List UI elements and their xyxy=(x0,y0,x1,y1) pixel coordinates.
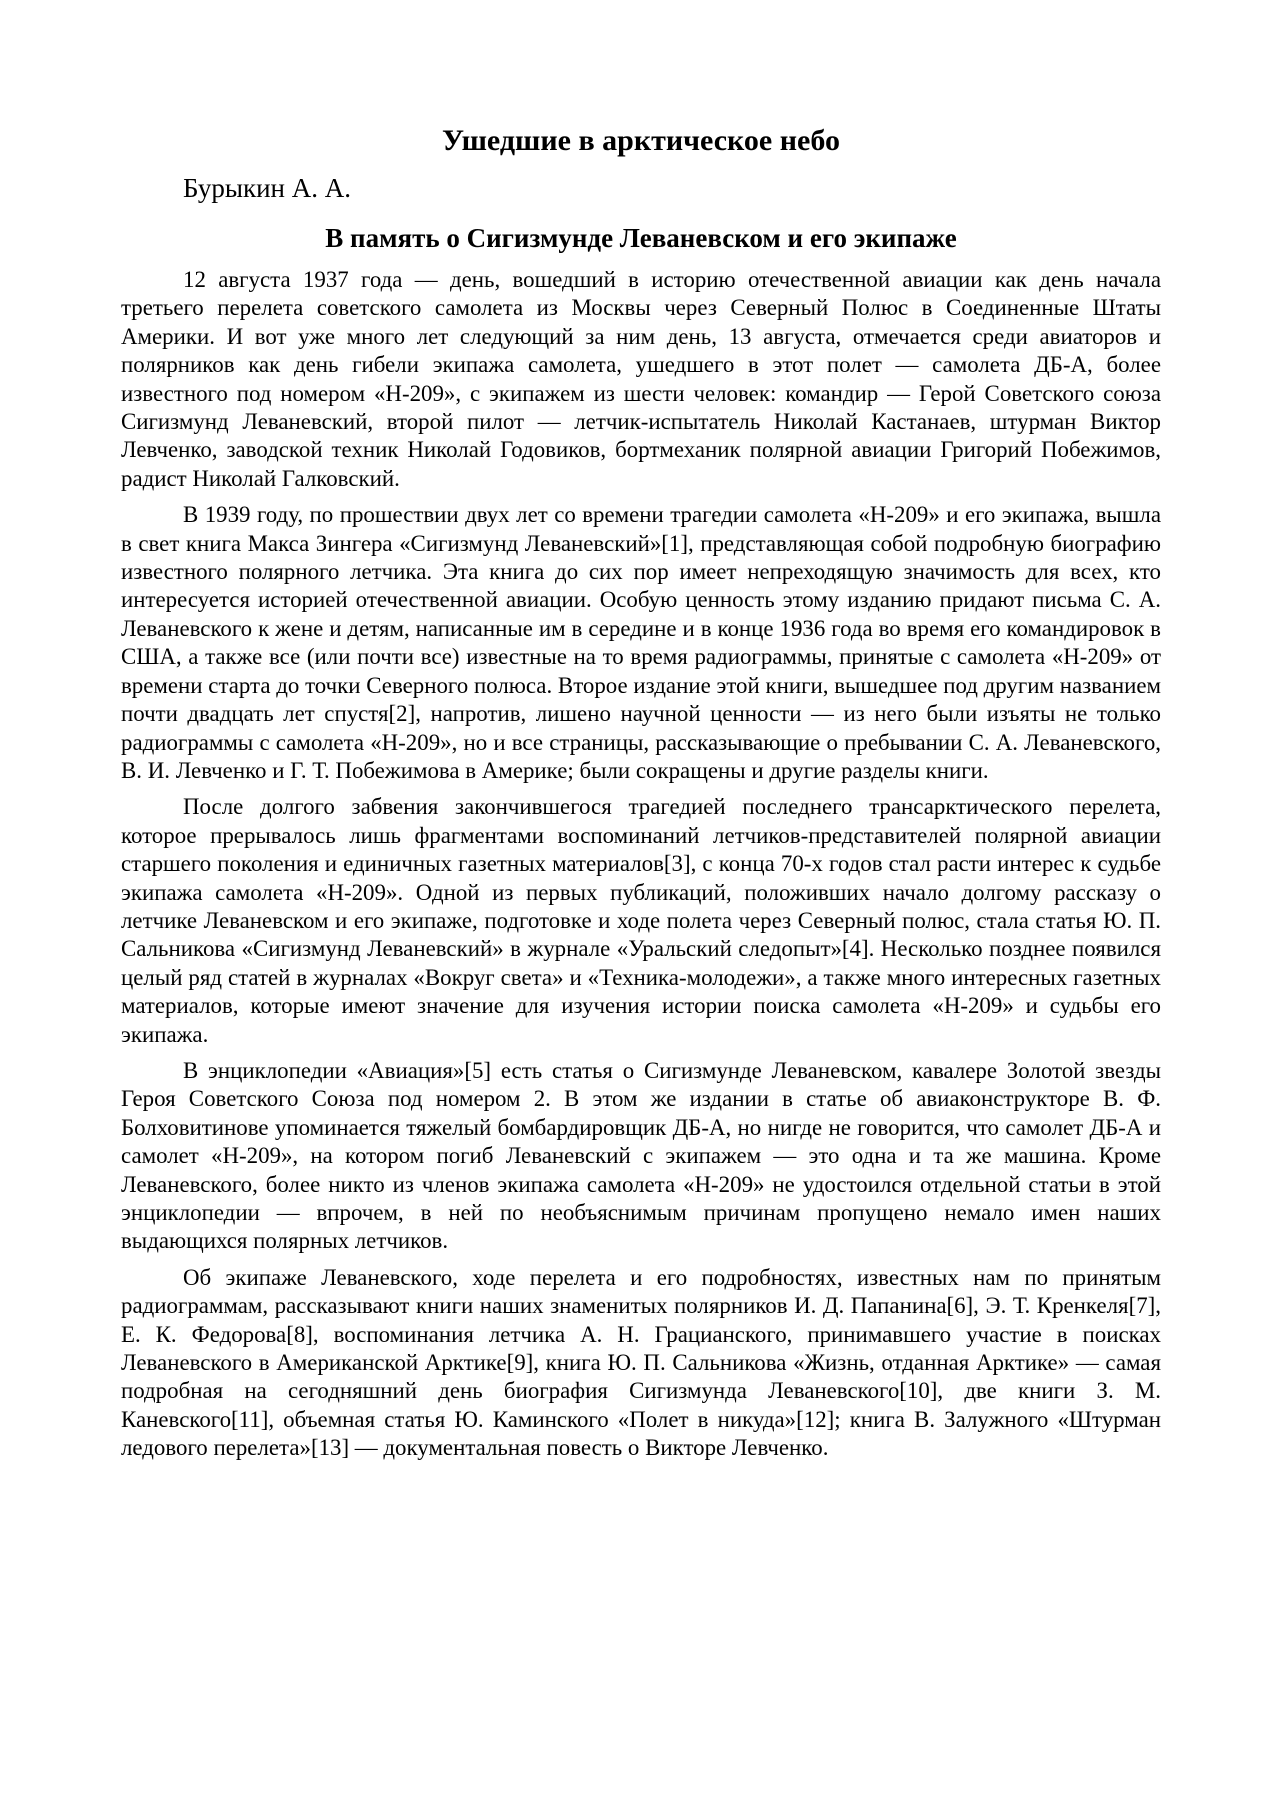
paragraph-4: В энциклопедии «Авиация»[5] есть статья о Сигизмунде Леваневском, кавалере Золотой звезды Героя Советского Союза под номером 2. В этом же издании в статье об авиаконструкторе В. Ф. Болховитинове упоминается тяжелый бомбардировщик ДБ-А, но нигде не говорится, что самолет ДБ-А и самолет «Н-209», на котором погиб Леваневский с экипажем — это одна и та же машина. Кроме Леваневского, более никто из членов экипажа самолета «Н-209» не удостоился отдельной статьи в этой энциклопедии — впрочем, в ней по необъяснимым причинам пропущено немало имен наших выдающихся полярных летчиков. xyxy=(121,1057,1161,1254)
paragraph-3: После долгого забвения закончившегося трагедией последнего трансарктического перелета, которое прерывалось лишь фрагментами воспоминаний летчиков-представителей полярной авиации старшего поколения и единичных газетных материалов[3], с конца 70-х годов стал расти интерес к судьбе экипажа самолета «Н-209». Одной из первых публикаций, положивших начало долгому рассказу о летчике Леваневском и его экипаже, подготовке и ходе полета через Северный полюс, стала статья Ю. П. Сальникова «Сигизмунд Леваневский» в журнале «Уральский следопыт»[4]. Несколько позднее появился целый ряд статей в журналах «Вокруг света» и «Техника-молодежи», а также много интересных газетных материалов, которые имеют значение для изучения истории поиска самолета «Н-209» и судьбы его экипажа. xyxy=(121,794,1161,1047)
paragraph-1: 12 августа 1937 года — день, вошедший в историю отечественной авиации как день начала третьего перелета советского самолета из Москвы через Северный Полюс в Соединенные Штаты Америки. И вот уже много лет следующий за ним день, 13 августа, отмечается среди авиаторов и полярников как день гибели экипажа самолета, ушедшего в этот полет — самолета ДБ-А, более известного под номером «Н-209», с экипажем из шести человек: командир — Герой Советского союза Сигизмунд Леваневский, второй пилот — летчик-испытатель Николай Кастанаев, штурман Виктор Левченко, заводской техник Николай Годовиков, бортмеханик полярной авиации Григорий Побежимов, радист Николай Галковский. xyxy=(121,267,1161,491)
document-body xyxy=(121,120,1161,1471)
author-line: Бурыкин А. А. xyxy=(183,173,351,203)
document-title: Ушедшие в арктическое небо xyxy=(442,124,840,157)
paragraph-5: Об экипаже Леваневского, ходе перелета и его подробностях, известных нам по принятым радиограммам, рассказывают книги наших знаменитых полярников И. Д. Папанина[6], Э. Т. Кренкеля[7], Е. К. Федорова[8], воспоминания летчика А. Н. Грацианского, принимавшего участие в поисках Леваневского в Американской Арктике[9], книга Ю. П. Сальникова «Жизнь, отданная Арктике» — самая подробная на сегодняшний день биография Сигизмунда Леваневского[10], две книги З. М. Каневского[11], объемная статья Ю. Каминского «Полет в никуда»[12]; книга В. Залужного «Штурман ледового перелета»[13] — документальная повесть о Викторе Левченко. xyxy=(121,1264,1161,1461)
paragraph-2: В 1939 году, по прошествии двух лет со времени трагедии самолета «Н-209» и его экипажа, вышла в свет книга Макса Зингера «Сигизмунд Леваневский»[1], представляющая собой подробную биографию известного полярного летчика. Эта книга до сих пор имеет непреходящую значимость для всех, кто интересуется историей отечественной авиации. Особую ценность этому изданию придают письма С. А. Леваневского к жене и детям, написанные им в середине и в конце 1936 года во время его командировок в США, а также все (или почти все) известные на то время радиограммы, принятые с самолета «Н-209» от времени старта до точки Северного полюса. Второе издание этой книги, вышедшее под другим названием почти двадцать лет спустя[2], напротив, лишено научной ценности — из него были изъяты не только радиограммы с самолета «Н-209», но и все страницы, рассказывающие о пребывании С. А. Леваневского, В. И. Левченко и Г. Т. Побежимова в Америке; были сокращены и другие разделы книги. xyxy=(121,502,1161,783)
document-subtitle: В память о Сигизмунде Леваневском и его экипаже xyxy=(325,223,957,253)
